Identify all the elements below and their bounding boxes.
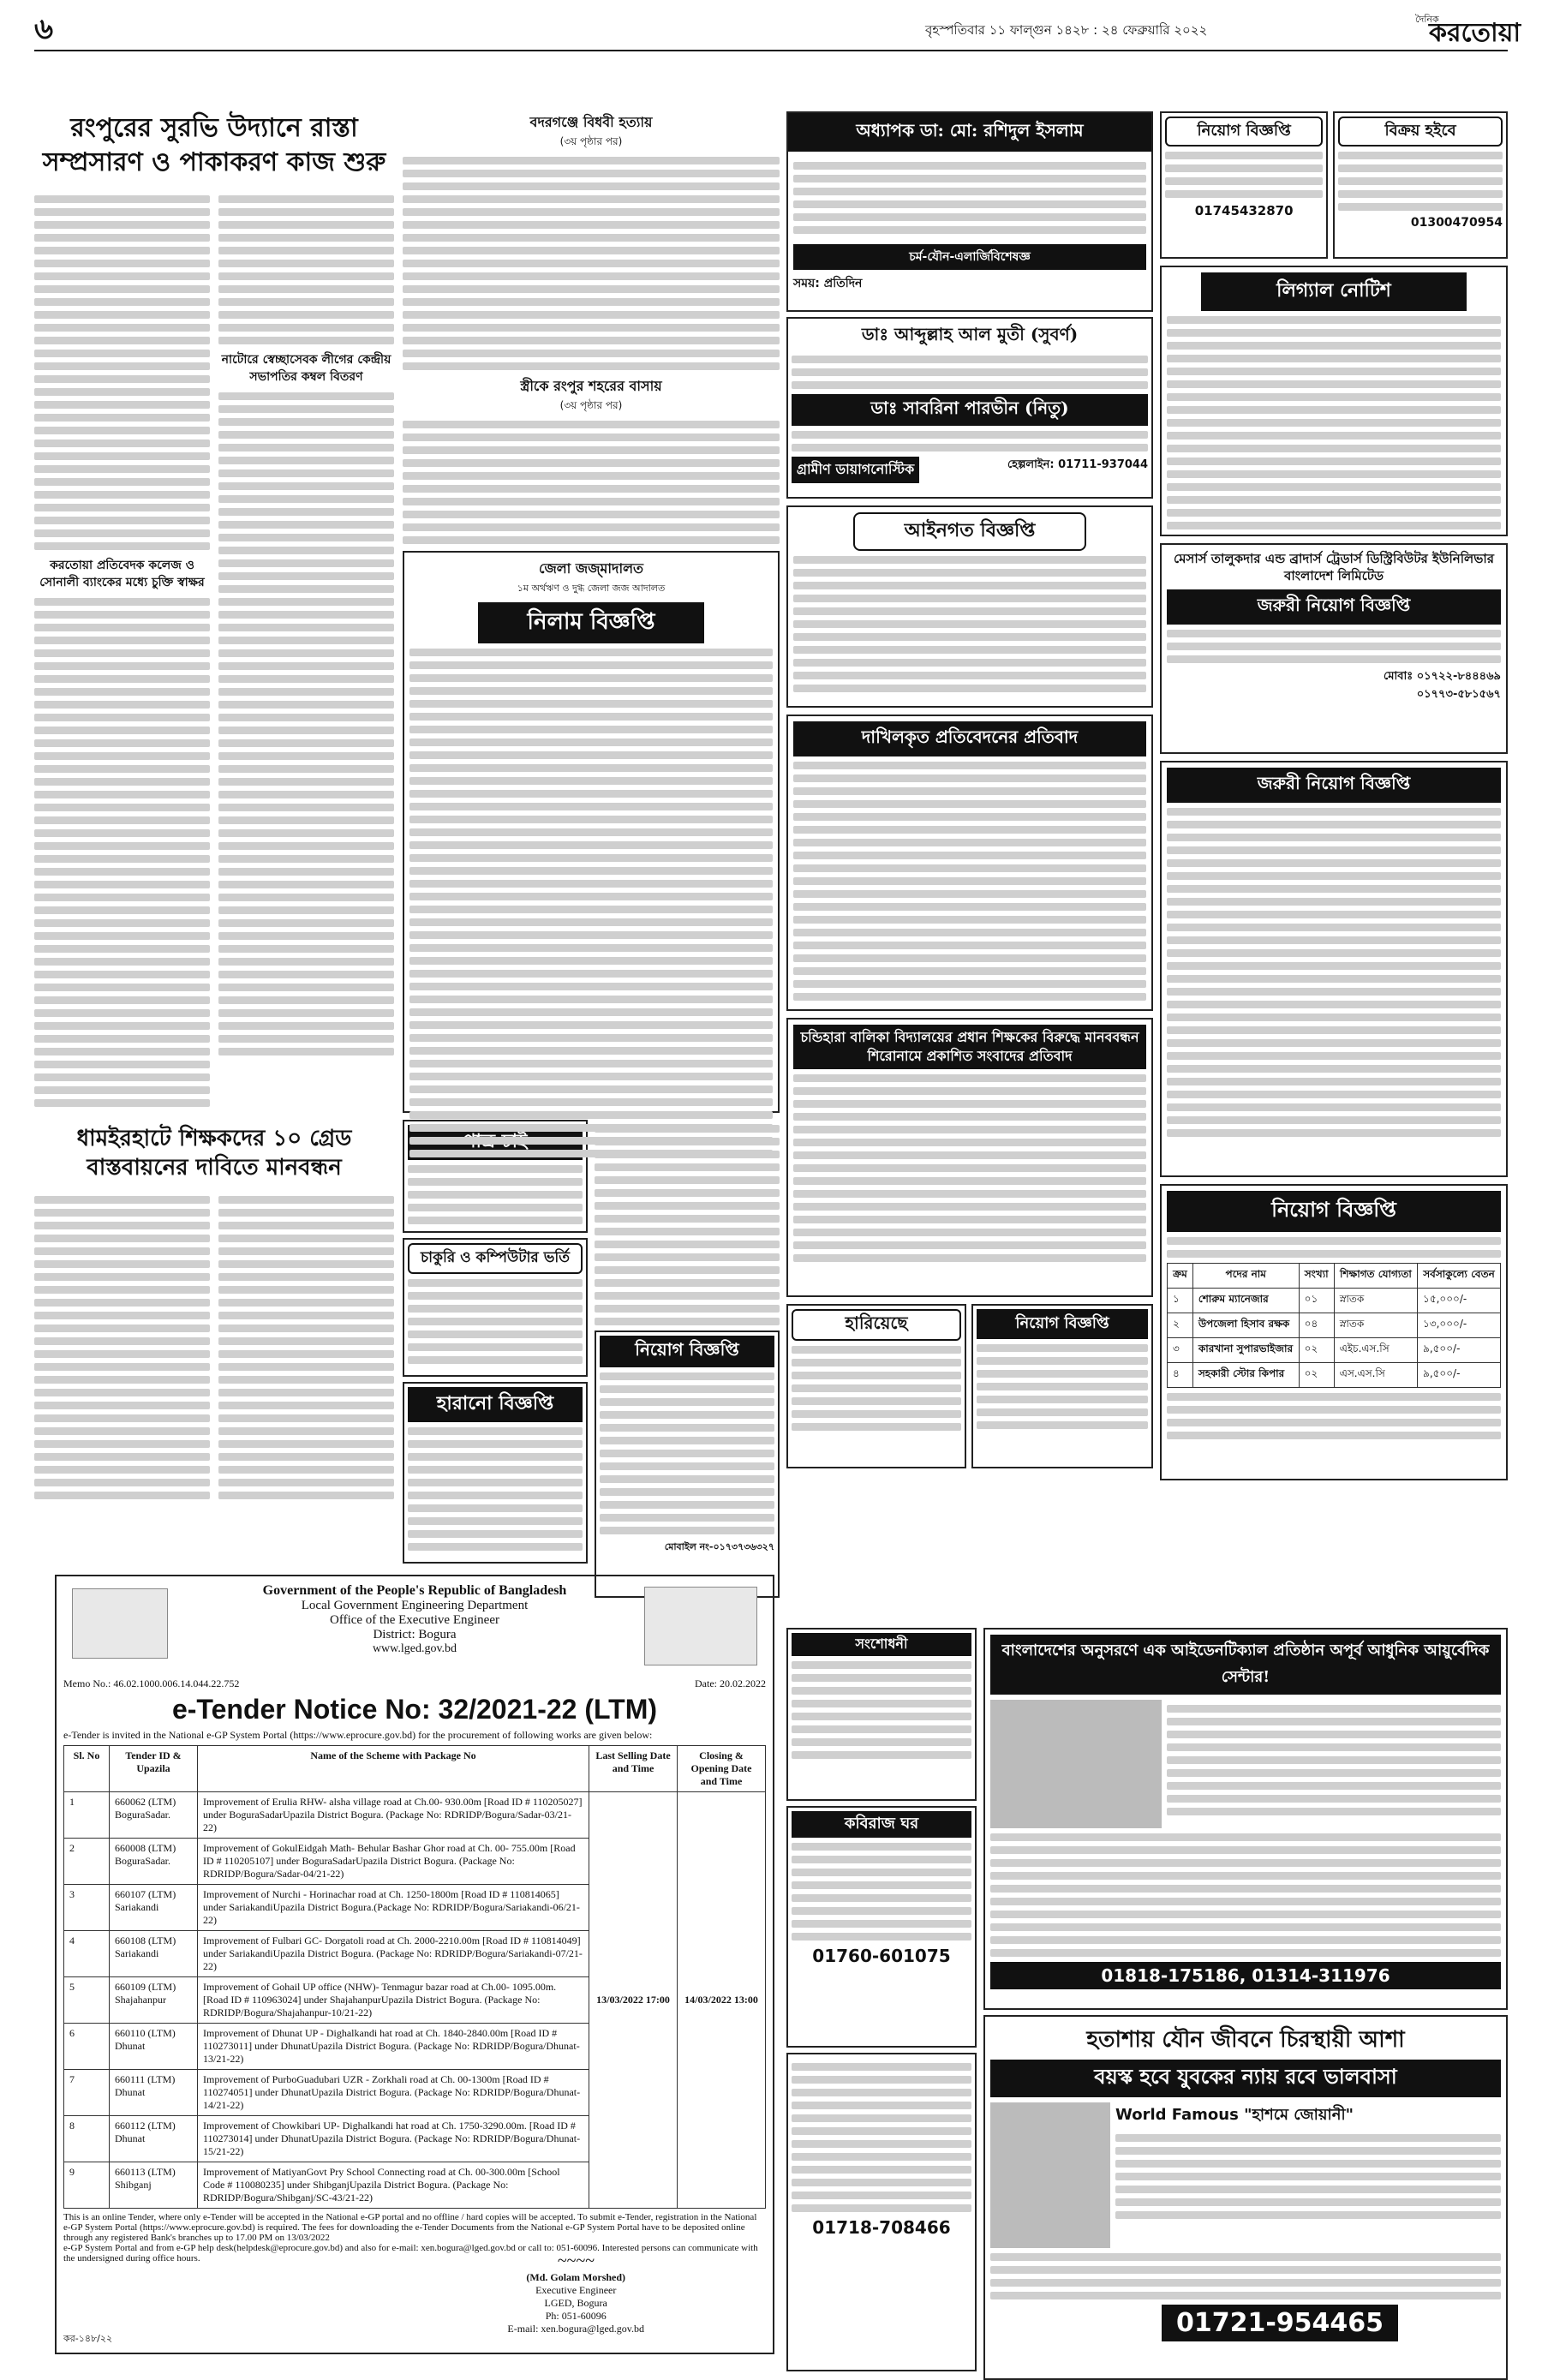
ad1 xyxy=(983,1628,1508,2010)
cell: এইচ.এস.সি xyxy=(1334,1338,1417,1363)
tender-date: Date: 20.02.2022 xyxy=(695,1677,766,1689)
col2 xyxy=(403,111,780,1551)
chakri-ad xyxy=(403,1238,588,1377)
urgent-phone1: মোবাঃ ০১৭২২-৮৪৪৪৬৯ xyxy=(1384,670,1501,683)
tender-notice xyxy=(55,1575,774,2354)
cell-closing: 14/03/2022 13:00 xyxy=(678,1792,766,2209)
cell: 9 xyxy=(64,2162,110,2209)
tender-th: Closing & Opening Date and Time xyxy=(678,1746,766,1792)
doctor-tag: চর্ম-যৌন-এলার্জিবিশেষজ্ঞ xyxy=(793,244,1146,270)
cell: 660110 (LTM) Dhunat xyxy=(110,2024,198,2070)
auction-title: নিলাম বিজ্ঞপ্তি xyxy=(478,602,704,643)
page-header xyxy=(34,7,1521,50)
niyog3-th: সর্বসাকুল্যে বেতন xyxy=(1418,1264,1501,1289)
company-ad xyxy=(1160,543,1508,754)
cell: Improvement of PurboGuadubari UZR - Zorkhali road at Ch. 00-1300m [Road ID # 110274051] under DhunatUpazila District Bogura. (Package No: RDRIDP/Bogura/Dhunat-14/21-22) xyxy=(198,2070,589,2116)
cell: ৪ xyxy=(1168,1363,1193,1388)
tender-th: Tender ID & Upazila xyxy=(110,1746,198,1792)
urgent-phone2: ০১৭৭৩-৫৮১৫৬৭ xyxy=(1416,688,1501,701)
cell: ২ xyxy=(1168,1313,1193,1338)
cell: স্নাতক xyxy=(1334,1289,1417,1313)
cell: ১৩,০০০/- xyxy=(1418,1313,1501,1338)
cell: ৯,৫০০/- xyxy=(1418,1363,1501,1388)
cell: ০২ xyxy=(1299,1338,1334,1363)
chakri-title: চাকুরি ও কম্পিউটার ভর্তি xyxy=(408,1243,583,1274)
cell: ০১ xyxy=(1299,1289,1334,1313)
doctor2-ad xyxy=(786,317,1153,499)
sign-ph: Ph: 051-60096 xyxy=(545,2310,607,2322)
kobiraj-ad xyxy=(786,1806,977,2048)
paper-name: করতোয়া xyxy=(1429,18,1521,48)
sale-ad xyxy=(1333,111,1508,259)
school-title: চন্ডিহারা বালিকা বিদ্যালয়ের প্রধান শিক্ষকের বিরুদ্ধে মানববন্ধন শিরোনামে প্রকাশিত সংবাদের প্রতিবাদ xyxy=(793,1025,1146,1069)
tender-th: Last Selling Date and Time xyxy=(589,1746,678,1792)
cell: কারখানা সুপারভাইজার xyxy=(1192,1338,1299,1363)
niyog-title-col2: নিয়োগ বিজ্ঞপ্তি xyxy=(600,1336,774,1367)
correction-title: সংশোধনী xyxy=(792,1633,971,1656)
ad2 xyxy=(983,2015,1508,2380)
cell: Improvement of MatiyanGovt Pry School Connecting road at Ch. 00-300.00m [School Code # 110080235] under ShibganjUpazila District Bogura. (Package No: RDRIDP/Bogura/Shibganj/SC-43/21-22) xyxy=(198,2162,589,2209)
lost-ad xyxy=(786,1304,966,1468)
gov-line1: Government of the People's Republic of Bangladesh xyxy=(262,1583,567,1598)
cell: 3 xyxy=(64,1885,110,1931)
page-number: ৬ xyxy=(34,12,54,46)
company-name: মেসার্স তালুকদার এন্ড ব্রাদার্স ট্রেডার্স ডিস্ট্রিবিউটর ইউনিলিভার বাংলাদেশ লিমিটেড xyxy=(1174,551,1494,583)
cell: এস.এস.সি xyxy=(1334,1363,1417,1388)
cell: ৯,৫০০/- xyxy=(1418,1338,1501,1363)
memo-no: Memo No.: 46.02.1000.006.14.044.22.752 xyxy=(63,1677,240,1689)
cell: 7 xyxy=(64,2070,110,2116)
niyog-small-phone: 01745432870 xyxy=(1194,203,1294,218)
kobiraj-title: কবিরাজ ঘর xyxy=(792,1811,971,1838)
niyog3-th: সংখ্যা xyxy=(1299,1264,1334,1289)
doctor-name: অধ্যাপক ডা: মো: রশিদুল ইসলাম xyxy=(788,113,1151,152)
tender-note2: e-GP System Portal and from e-GP help desk(helpdesk@eprocure.gov.bd) and also for e-mail: xen.bogura@lged.gov.bd or call to: 051-60096. Interested persons can communicate with the undersigned during office hours. xyxy=(63,2243,758,2263)
signature: ~~~~ xyxy=(557,2251,595,2270)
doctor2-name: ডাঃ আব্দুল্লাহ আল মুতী (সুবর্ণ) xyxy=(861,324,1079,344)
bottom-right xyxy=(983,1628,1508,2356)
ad2-phone: 01721-954465 xyxy=(1162,2305,1398,2341)
cell: Improvement of Chowkibari UP- Dighalkandi hat road at Ch. 1750-3290.00m. [Road ID # 110273014] under DhunatUpazila District Bogura. (Package No: RDRIDP/Bogura/Dhunat-15/21-22) xyxy=(198,2116,589,2162)
ad2-world: World Famous "হাশমে জোয়ানী" xyxy=(1115,2106,1354,2124)
gov-line4: District: Bogura xyxy=(373,1628,457,1641)
table-row xyxy=(1168,1313,1501,1338)
kobiraj-phone: 01760-601075 xyxy=(812,1946,951,1966)
niyog-ad-col3 xyxy=(971,1304,1153,1468)
cell: 660107 (LTM) Sariakandi xyxy=(110,1885,198,1931)
gov-line2: Local Government Engineering Department xyxy=(301,1599,529,1612)
col4 xyxy=(1160,111,1508,1619)
col1-sub2: করতোয়া প্রতিবেদক কলেজ ও সোনালী ব্যাংকের মধ্যে চুক্তি স্বাক্ষর xyxy=(39,559,205,589)
ad2-title-b: বয়স্ক হবে যুবকের ন্যায় রবে ভালবাসা xyxy=(990,2060,1501,2097)
legal-notice-title: লিগ্যাল নোটিশ xyxy=(1201,272,1467,311)
cell: Improvement of Gohail UP office (NHW)- Tenmagur bazar road at Ch.00- 1095.00m. [Road ID # 110963024] under ShajahanpurUpazila District Bogura. (Package No: RDRIDP/Bogura/Shajahanpur-10/21-22) xyxy=(198,1977,589,2024)
tender-th: Name of the Scheme with Package No xyxy=(198,1746,589,1792)
tender-intro: e-Tender is invited in the National e-GP System Portal (https://www.eprocure.gov.bd) for the procurement of following works are given below: xyxy=(63,1729,653,1741)
legal-title: আইনগত বিজ্ঞপ্তি xyxy=(853,512,1086,551)
cell: 5 xyxy=(64,1977,110,2024)
cell: 1 xyxy=(64,1792,110,1839)
gov-line3: Office of the Executive Engineer xyxy=(330,1613,499,1627)
doctor3-name: ডাঃ সাবরিনা পারভীন (নিতু) xyxy=(792,394,1148,426)
col1-headline: রংপুরের সুরভি উদ্যানে রাস্তা সম্প্রসারণ ও পাকাকরণ কাজ শুরু xyxy=(42,113,386,177)
cell: ৩ xyxy=(1168,1338,1193,1363)
niyog3-th: ক্রম xyxy=(1168,1264,1193,1289)
niyog3-title: নিয়োগ বিজ্ঞপ্তি xyxy=(1167,1191,1501,1232)
cell: উপজেলা হিসাব রক্ষক xyxy=(1192,1313,1299,1338)
gov-line5: www.lged.gov.bd xyxy=(372,1642,457,1655)
niyog3-th: পদের নাম xyxy=(1192,1264,1299,1289)
correction-ad xyxy=(786,1628,977,1801)
cell: ১ xyxy=(1168,1289,1193,1313)
niyog3-th: শিক্ষাগত যোগ্যতা xyxy=(1334,1264,1417,1289)
col2-top-sub: (৩য় পৃষ্ঠার পর) xyxy=(559,135,623,147)
col1 xyxy=(34,111,394,1551)
cell: Improvement of Erulia RHW- alsha village road at Ch.00- 930.00m [Road ID # 110205027] under BoguraSadarUpazila District Bogura. (Package No: RDRIDP/Bogura/Sadar-03/21-22) xyxy=(198,1792,589,1839)
sign-name: (Md. Golam Morshed) xyxy=(526,2271,626,2283)
cell: 660108 (LTM) Sariakandi xyxy=(110,1931,198,1977)
court-name: জেলা জজ্মাদালত xyxy=(538,560,644,577)
cell: 660109 (LTM) Shajahanpur xyxy=(110,1977,198,2024)
sale-title: বিক্রয় হইবে xyxy=(1338,117,1503,147)
tender-note: This is an online Tender, where only e-Tender will be accepted in the National e-GP portal and no offline / hard copies will be accepted. To submit e-Tender, registration in the National e-GP System Portal (https://www.eprocure.gov.bd) is required. The fees for downloading the e-Tender Documents from the National e-GP System Portal have to be deposited online through any registered Bank's branches up to 17.00 PM on 13/03/2022 xyxy=(63,2212,757,2243)
col2-mid-head: স্ত্রীকে রংপুর শহরের বাসায় xyxy=(520,378,662,394)
table-row xyxy=(64,1792,766,1839)
tender-code: কর-১৪৮/২২ xyxy=(63,2333,113,2344)
niyog-title-col3: নিয়োগ বিজ্ঞপ্তি xyxy=(977,1309,1148,1339)
tender-title: e-Tender Notice No: 32/2021-22 (LTM) xyxy=(171,1694,658,1725)
col2-mid-sub: (৩য় পৃষ্ঠার পর) xyxy=(559,399,623,411)
cell: Improvement of Dhunat UP - Dighalkandi hat road at Ch. 1840-2840.00m [Road ID # 110273011] under DhunatUpazila District Bogura. (Package No: RDRIDP/Bogura/Dhunat-13/21-22) xyxy=(198,2024,589,2070)
kobiraj2-phone: 01718-708466 xyxy=(812,2217,951,2238)
cell: Improvement of GokulEidgah Math- Behular Bashar Ghor road at Ch. 00- 755.00m [Road ID # 110205107] under BoguraSadarUpazila District Bogura. (Package No: RDRIDP/Bogura/Sadar-04/21-22) xyxy=(198,1839,589,1885)
col2-top-head: বদরগঞ্জে বিধবী হত্যায় xyxy=(529,114,653,130)
col1-headline2: ধামইরহাটে শিক্ষকদের ১০ গ্রেড বাস্তবায়নের দাবিতে মানবন্ধন xyxy=(76,1126,352,1181)
table-row xyxy=(1168,1363,1501,1388)
ad1-phone: 01818-175186, 01314-311976 xyxy=(990,1962,1501,1989)
niyog-small-title: নিয়োগ বিজ্ঞপ্তি xyxy=(1165,117,1323,147)
urgent2-ad xyxy=(1160,761,1508,1177)
niyog3-table xyxy=(1167,1263,1501,1388)
cell: স্নাতক xyxy=(1334,1313,1417,1338)
ad1-title: বাংলাদেশের অনুসরণে এক আইডেনটিক্যাল প্রতিষ্ঠান অপূর্ব আধুনিক আয়ুর্বেদিক সেন্টার! xyxy=(990,1635,1501,1695)
cell: 6 xyxy=(64,2024,110,2070)
tender-th: Sl. No xyxy=(64,1746,110,1792)
cell: ০৪ xyxy=(1299,1313,1334,1338)
header-date: বৃহস্পতিবার ১১ ফাল্গুন ১৪২৮ : ২৪ ফেব্রুয়ারি ২০২২ xyxy=(925,22,1208,38)
cell: 660113 (LTM) Shibganj xyxy=(110,2162,198,2209)
ad2-title: হতাশায় যৌন জীবনে চিরস্থায়ী আশা xyxy=(1086,2027,1405,2053)
school-protest xyxy=(786,1018,1153,1297)
ad1-photo xyxy=(990,1700,1162,1828)
protest-notice xyxy=(786,715,1153,1011)
bottom-mid xyxy=(786,1628,977,2356)
clinic-name: গ্রামীণ ডায়াগনোস্টিক xyxy=(792,457,919,483)
cell: 660112 (LTM) Dhunat xyxy=(110,2116,198,2162)
urgent-title: জরুরী নিয়োগ বিজ্ঞপ্তি xyxy=(1167,589,1501,625)
doctor-ad xyxy=(786,111,1153,312)
cell: 660062 (LTM) BoguraSadar. xyxy=(110,1792,198,1839)
sign-title: Executive Engineer xyxy=(535,2284,617,2296)
cell: শোরুম ম্যানেজার xyxy=(1192,1289,1299,1313)
cell: 4 xyxy=(64,1931,110,1977)
sale-phone: 01300470954 xyxy=(1410,216,1503,230)
doctor-time: সময়: প্রতিদিন xyxy=(793,277,863,290)
lost-title: হারিয়েছে xyxy=(792,1309,961,1341)
lged-logo xyxy=(72,1588,168,1659)
ad2-photo xyxy=(990,2102,1110,2248)
cell: সহকারী স্টোর কিপার xyxy=(1192,1363,1299,1388)
auction-notice xyxy=(403,551,780,1113)
mujib-portrait xyxy=(644,1587,757,1665)
niyog-ad-col2 xyxy=(595,1331,780,1598)
cell: 2 xyxy=(64,1839,110,1885)
col3 xyxy=(786,111,1153,1619)
header-rule xyxy=(34,50,1508,51)
legal-notice-col4 xyxy=(1160,266,1508,536)
sign-email: E-mail: xen.bogura@lged.gov.bd xyxy=(507,2323,644,2335)
kobiraj2-ad xyxy=(786,2053,977,2371)
cell: 660111 (LTM) Dhunat xyxy=(110,2070,198,2116)
cell: 660008 (LTM) BoguraSadar. xyxy=(110,1839,198,1885)
niyog-small xyxy=(1160,111,1328,259)
cell: ১৫,০০০/- xyxy=(1418,1289,1501,1313)
cell: Improvement of Nurchi - Horinachar road at Ch. 1250-1800m [Road ID # 110814065] under SariakandiUpazila District Bogura.(Package No: RDRIDP/Bogura/Sariakandi-06/21-22) xyxy=(198,1885,589,1931)
cell: 8 xyxy=(64,2116,110,2162)
niyog3-ad xyxy=(1160,1184,1508,1480)
cell: Improvement of Fulbari GC- Dorgatoli road at Ch. 2000-2210.00m [Road ID # 110814049] under SariakandiUpazila District Bogura. (Package No: RDRIDP/Bogura/Sariakandi-07/21-22) xyxy=(198,1931,589,1977)
col1-sub1: নাটোরে স্বেচ্ছাসেবক লীগের কেন্দ্রীয় সভাপতির কম্বল বিতরণ xyxy=(221,353,391,384)
paper-sub: দৈনিক xyxy=(1415,14,1439,25)
table-row xyxy=(1168,1338,1501,1363)
table-row xyxy=(1168,1289,1501,1313)
urgent2-title: জরুরী নিয়োগ বিজ্ঞপ্তি xyxy=(1167,768,1501,803)
cell: ০২ xyxy=(1299,1363,1334,1388)
harano-title: হারানো বিজ্ঞপ্তি xyxy=(408,1387,583,1422)
niyog-phone-col2: মোবাইল নং-০১৭৩৭৩৬৩২৭ xyxy=(664,1541,774,1552)
sign-org: LGED, Bogura xyxy=(544,2297,607,2309)
legal-notice xyxy=(786,505,1153,708)
harano-ad xyxy=(403,1382,588,1564)
tender-table xyxy=(63,1745,766,2209)
cell-last-date: 13/03/2022 17:00 xyxy=(589,1792,678,2209)
court-sub: ১ম অর্থঋণ ও দুগ্ধ জেলা জজ আদালত xyxy=(517,583,666,594)
protest-title: দাখিলকৃত প্রতিবেদনের প্রতিবাদ xyxy=(793,721,1146,756)
clinic-hotline: হেল্পলাইন: 01711-937044 xyxy=(1007,458,1148,471)
